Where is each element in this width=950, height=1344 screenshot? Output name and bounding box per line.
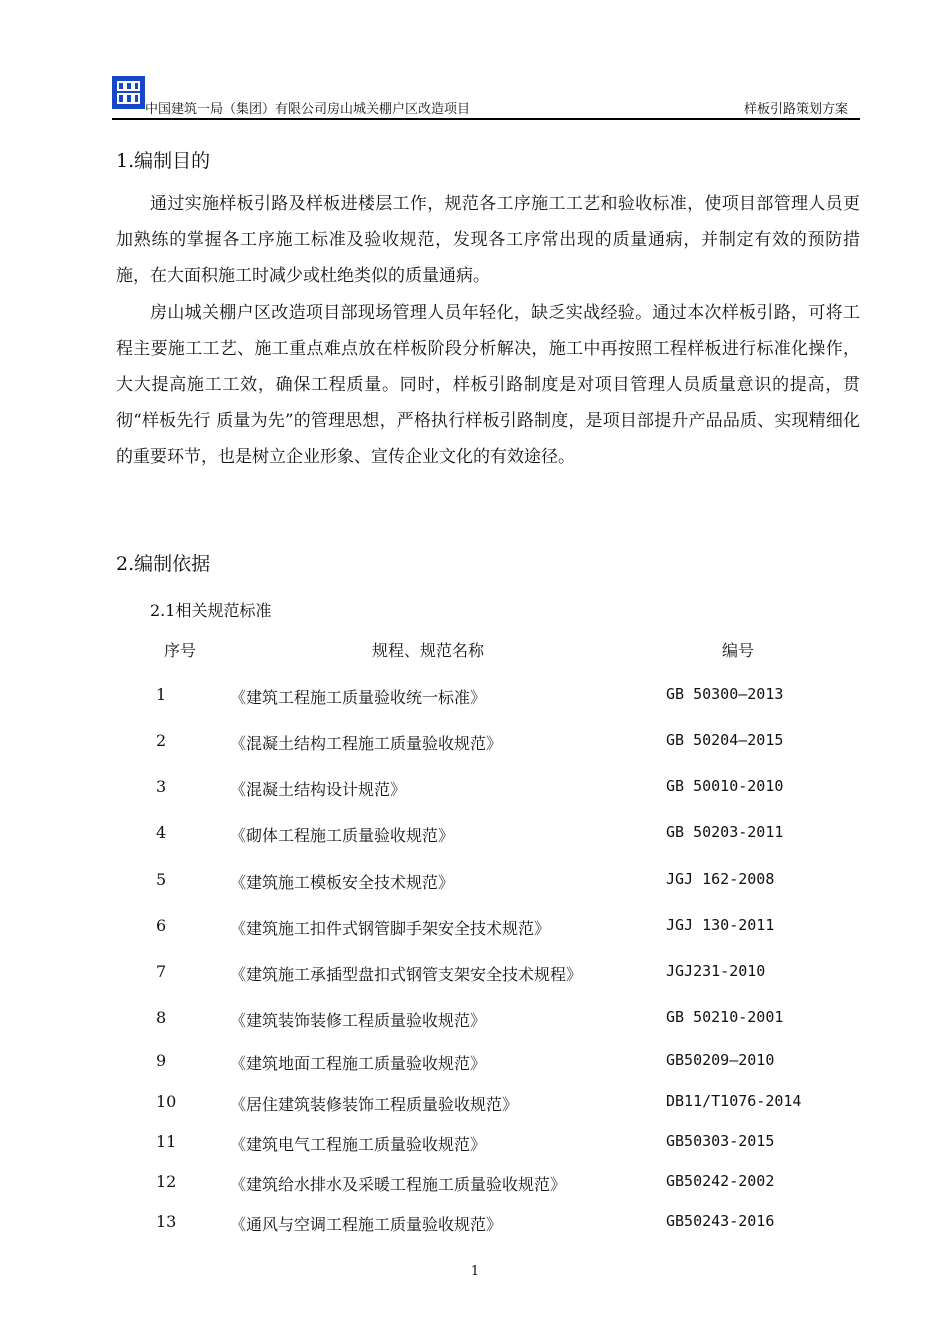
row-code: GB50303-2015 (666, 1132, 775, 1150)
table-row (116, 1008, 860, 1038)
row-code: JGJ231-2010 (666, 962, 766, 980)
row-index: 8 (156, 1008, 167, 1027)
row-code: JGJ 130-2011 (666, 916, 775, 934)
row-index: 9 (156, 1051, 167, 1070)
row-code: GB 50203-2011 (666, 823, 784, 841)
page-number: 1 (470, 1264, 480, 1279)
row-index: 7 (156, 962, 167, 981)
table-row (116, 777, 860, 807)
row-code: GB 50010-2010 (666, 777, 784, 795)
page-header (112, 76, 862, 121)
section-2-heading: 2.编制依据 (116, 553, 211, 575)
row-code: GB50243-2016 (666, 1212, 775, 1230)
table-row (116, 1212, 860, 1242)
section-1-body (116, 186, 860, 476)
paragraph-1: 通过实施样板引路及样板进楼层工作，规范各工序施工工艺和验收标准，使项目部管理人员更加熟练的掌握各工序施工标准及验收规范，发现各工序常出现的质量通病，并制定有效的预防措施，在大面积施工时减少或杜绝类似的质量通病。 (116, 194, 860, 287)
table-row (116, 1172, 860, 1202)
row-index: 1 (156, 685, 167, 704)
row-name: 《建筑施工承插型盘扣式钢管支架安全技术规程》 (230, 965, 583, 984)
row-name: 《建筑工程施工质量验收统一标准》 (230, 688, 487, 707)
table-row (116, 685, 860, 715)
table-header-row (116, 638, 860, 668)
row-index: 6 (156, 916, 167, 935)
row-name: 《建筑给水排水及采暖工程施工质量验收规范》 (230, 1175, 567, 1194)
row-name: 《建筑施工模板安全技术规范》 (230, 873, 455, 892)
paragraph-2: 房山城关棚户区改造项目部现场管理人员年轻化，缺乏实战经验。通过本次样板引路，可将工程主要施工工艺、施工重点难点放在样板阶段分析解决，施工中再按照工程样板进行标准化操作，大大提高施工工效，确保工程质量。同时，样板引路制度是对项目管理人员质量意识的提高，贯彻“样板先行 质量为先”的管理思想，严格执行样板引路制度，是项目部提升产品品质、实现精细化的重要环节，也是树立企业形象、宣传企业文化的有效途径。 (116, 302, 860, 468)
row-index: 12 (156, 1172, 177, 1191)
header-index: 序号 (164, 641, 197, 660)
company-logo-icon (112, 76, 145, 109)
row-name: 《建筑电气工程施工质量验收规范》 (230, 1135, 487, 1154)
subsection-2-1-heading: 2.1相关规范标准 (150, 601, 272, 620)
table-row (116, 731, 860, 761)
row-name: 《居住建筑装修装饰工程质量验收规范》 (230, 1095, 519, 1114)
table-row (116, 1092, 860, 1122)
row-index: 3 (156, 777, 167, 796)
row-index: 5 (156, 870, 167, 889)
row-index: 2 (156, 731, 167, 750)
table-row (116, 962, 860, 992)
row-code: GB 50300—2013 (666, 685, 784, 703)
row-code: GB50242-2002 (666, 1172, 775, 1190)
header-code: 编号 (722, 641, 755, 660)
row-code: GB 50210-2001 (666, 1008, 784, 1026)
header-document-title: 样板引路策划方案 (743, 102, 848, 117)
row-name: 《通风与空调工程施工质量验收规范》 (230, 1215, 503, 1234)
section-1-heading: 1.编制目的 (116, 150, 211, 172)
row-code: GB 50204—2015 (666, 731, 784, 749)
row-code: GB50209—2010 (666, 1051, 775, 1069)
row-code: JGJ 162-2008 (666, 870, 775, 888)
row-name: 《建筑地面工程施工质量验收规范》 (230, 1054, 487, 1073)
row-name: 《混凝土结构设计规范》 (230, 780, 407, 799)
row-name: 《砌体工程施工质量验收规范》 (230, 826, 455, 845)
table-row (116, 870, 860, 900)
row-code: DB11/T1076-2014 (666, 1092, 802, 1110)
header-company-project: 中国建筑一局（集团）有限公司房山城关棚户区改造项目 (145, 102, 471, 117)
row-index: 13 (156, 1212, 177, 1231)
table-row (116, 1051, 860, 1081)
row-index: 10 (156, 1092, 177, 1111)
table-row (116, 916, 860, 946)
header-name: 规程、规范名称 (372, 641, 485, 660)
row-name: 《混凝土结构工程施工质量验收规范》 (230, 734, 503, 753)
table-row (116, 1132, 860, 1162)
row-index: 11 (156, 1132, 177, 1151)
header-divider (112, 118, 860, 120)
table-row (116, 823, 860, 853)
row-name: 《建筑施工扣件式钢管脚手架安全技术规范》 (230, 919, 551, 938)
row-name: 《建筑装饰装修工程质量验收规范》 (230, 1011, 487, 1030)
row-index: 4 (156, 823, 167, 842)
